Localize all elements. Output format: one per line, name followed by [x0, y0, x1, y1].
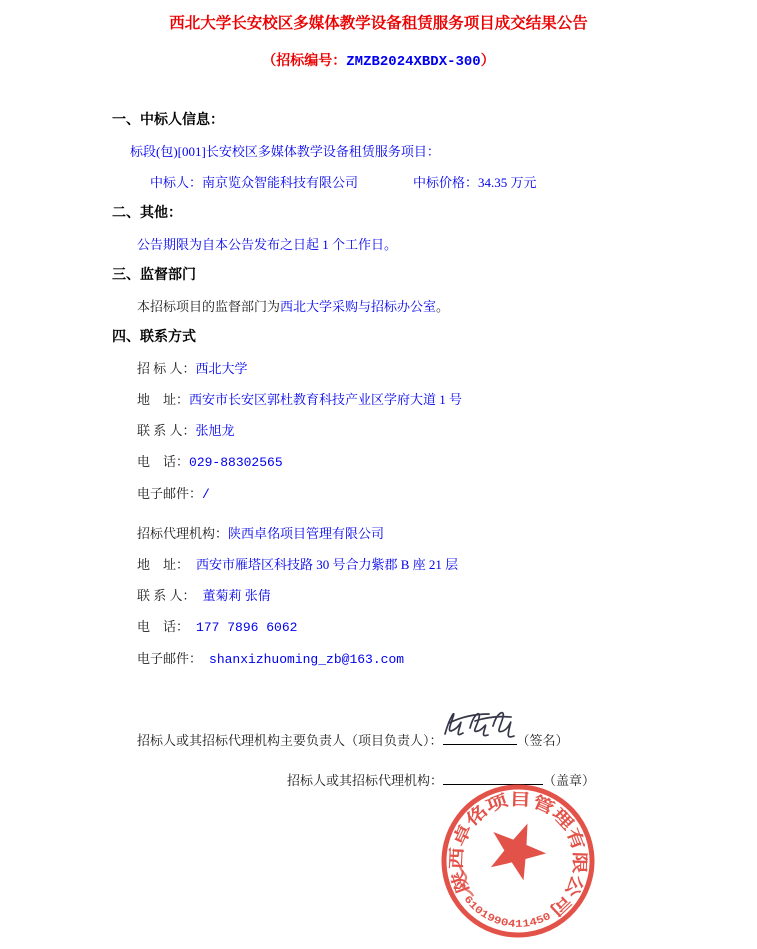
seal-line-prefix: 招标人或其招标代理机构： [287, 773, 444, 788]
seal-star [481, 813, 554, 885]
agency-contact-block [0, 524, 757, 669]
price-label: 中标价格： [413, 175, 479, 190]
company-seal [436, 779, 600, 943]
winner-line [150, 173, 757, 192]
supervision-department: 西北大学采购与招标办公室 [280, 299, 437, 314]
seal-ring [436, 779, 600, 943]
supervision-suffix: 。 [436, 299, 450, 314]
tenderer-value: 西北大学 [195, 361, 248, 376]
contact-row-tenderer [137, 359, 757, 378]
agency-address-value: 西安市雁塔区科技路 30 号合力紫郡 B 座 21 层 [196, 557, 459, 572]
seal-line-suffix: （盖章） [543, 773, 596, 788]
signature-line [137, 730, 757, 750]
page-title: 西北大学长安校区多媒体教学设备租赁服务项目成交结果公告 [169, 15, 588, 32]
agency-label: 招标代理机构： [137, 526, 229, 541]
tender-number-line [0, 52, 757, 72]
agency-row-person [137, 586, 757, 605]
phone-label: 电 话： [137, 454, 190, 469]
email-label: 电子邮件： [137, 486, 203, 501]
tenderer-contact-block [0, 359, 757, 504]
supervision-prefix: 本招标项目的监督部门为 [137, 299, 281, 314]
agency-phone-label: 电 话： [137, 619, 190, 634]
agency-phone-value: 177 7896 6062 [196, 620, 298, 635]
person-label: 联 系 人： [137, 423, 196, 438]
agency-row-name [137, 524, 757, 543]
agency-address-label: 地 址： [137, 557, 190, 572]
section-heading-contact: 四、联系方式 [112, 330, 196, 345]
agency-person-label: 联 系 人： [137, 588, 196, 603]
contact-row-person [137, 421, 757, 440]
winner-label: 中标人： [150, 175, 203, 190]
section-heading-other: 二、其他： [112, 206, 182, 221]
tender-number-close: ） [480, 54, 495, 69]
contact-row-address [137, 390, 757, 409]
address-label: 地 址： [137, 392, 190, 407]
lot-line: 标段(包)[001]长安校区多媒体教学设备租赁服务项目： [130, 144, 440, 159]
address-value: 西安市长安区郭杜教育科技产业区学府大道 1 号 [189, 392, 463, 407]
person-value: 张旭龙 [195, 423, 235, 438]
tender-number-code: ZMZB2024XBDX-300 [346, 54, 481, 70]
winner-name: 南京览众智能科技有限公司 [202, 175, 359, 190]
svg-text:6101990411450 [457, 890, 556, 941]
price-value: 34.35 万元 [478, 175, 537, 190]
section-heading-supervision: 三、监督部门 [112, 268, 196, 283]
email-value: / [202, 487, 210, 502]
signature-underline [443, 730, 517, 745]
agency-email-label: 电子邮件： [137, 651, 203, 666]
contact-row-phone [137, 452, 757, 472]
seal-number-text: 6101990411450 [460, 893, 553, 931]
contact-row-email [137, 484, 757, 504]
agency-row-address [137, 555, 757, 574]
seal-line [287, 770, 757, 790]
signature-line-prefix: 招标人或其招标代理机构主要负责人（项目负责人）： [137, 733, 443, 748]
handwritten-signature [437, 704, 523, 748]
agency-row-phone [137, 617, 757, 637]
seal-underline [443, 770, 543, 785]
tenderer-label: 招 标 人： [137, 361, 196, 376]
agency-email-value: shanxizhuoming_zb@163.com [209, 652, 405, 667]
supervision-line [137, 297, 757, 316]
svg-text:陕西卓佲项目管理有限公司 [436, 779, 600, 926]
announcement-period-line: 公告期限为自本公告发布之日起 1 个工作日。 [137, 237, 398, 252]
agency-person-value: 董菊莉 张倩 [202, 588, 271, 603]
signature-line-suffix: （签名） [516, 733, 569, 748]
phone-value: 029-88302565 [189, 455, 283, 470]
section-heading-winner-info: 一、中标人信息： [112, 113, 224, 128]
agency-name-value: 陕西卓佲项目管理有限公司 [228, 526, 385, 541]
seal-ink-smudge [453, 865, 480, 896]
agency-row-email [137, 649, 757, 669]
tender-number-open: （招标编号： [262, 54, 347, 69]
seal-company-text: 陕西卓佲项目管理有限公司 [446, 789, 590, 917]
